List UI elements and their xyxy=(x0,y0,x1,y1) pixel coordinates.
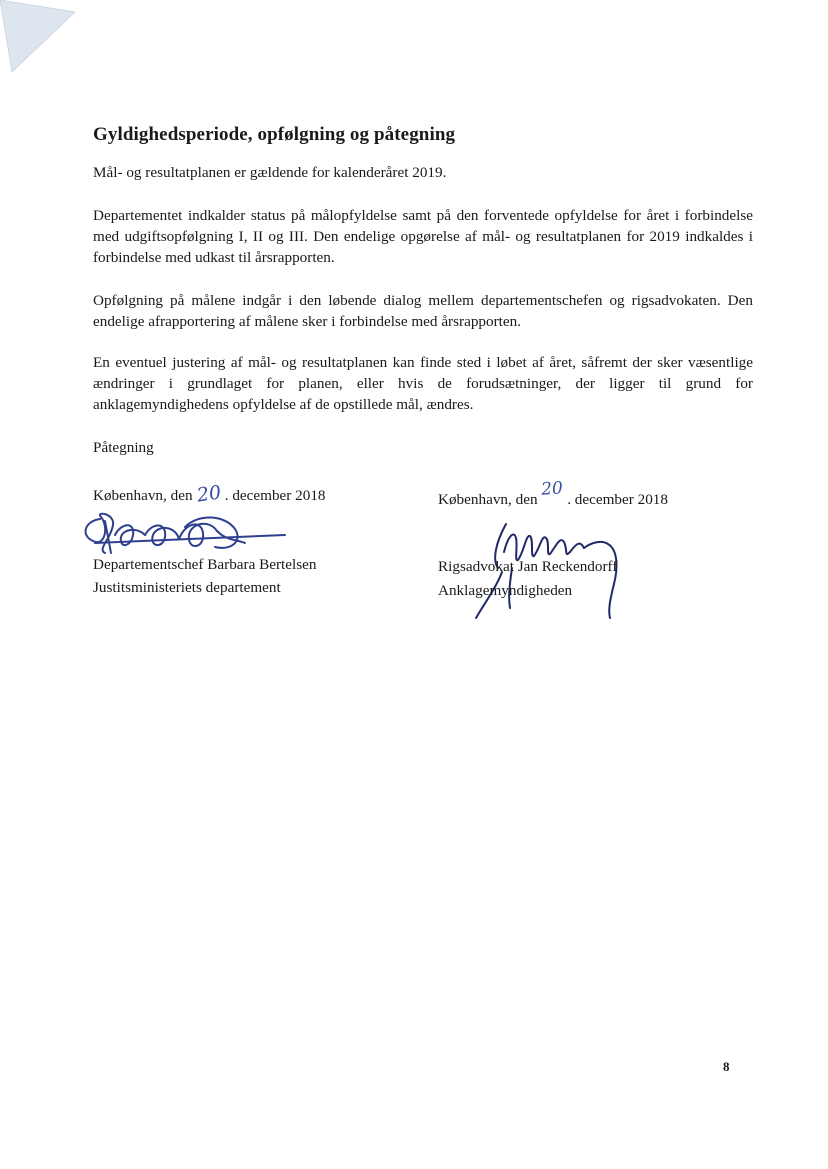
followup-paragraph: Opfølgning på målene indgår i den løbende dialog mellem departementschefen og rigsadvokaten. Den endelige afrapportering af målene sker i forbindelse med årsrapporten. xyxy=(93,292,753,330)
left-date-suffix: . december 2018 xyxy=(224,487,326,504)
right-date-line xyxy=(438,478,668,510)
right-organization: Anklagemyndigheden xyxy=(438,582,573,599)
left-name-title: Departementschef Barbara Bertelsen xyxy=(93,556,317,573)
right-date-suffix: . december 2018 xyxy=(567,491,668,508)
status-paragraph: Departementet indkalder status på målopfyldelse samt på den forventede opfyldelse for året i forbindelse med udgiftsopfølgning I, II og III. Den endelige opgørelse af mål- og resultatplanen for 2019 indkaldes i forbindelse med udkast til årsrapporten. xyxy=(93,207,753,266)
page-number: 8 xyxy=(723,1059,730,1074)
left-date-line xyxy=(93,481,326,507)
left-place: København, den xyxy=(93,487,193,504)
page-corner-fold xyxy=(0,0,80,80)
left-organization: Justitsministeriets departement xyxy=(93,579,281,596)
validity-paragraph: Mål- og resultatplanen er gældende for kalenderåret 2019. xyxy=(93,164,447,181)
left-handwritten-day: 20 xyxy=(195,481,223,507)
right-name-title: Rigsadvokat Jan Reckendorff xyxy=(438,558,618,575)
right-handwritten-day: 20 xyxy=(540,478,564,500)
endorsement-label: Påtegning xyxy=(93,439,154,456)
adjustment-paragraph: En eventuel justering af mål- og resultatplanen kan finde sted i løbet af året, såfremt der sker væsentlige ændringer i grundlaget for planen, eller hvis de forudsætninger, der ligger til grund for anklagemyndighedens opfyldelse af de opstillede mål, ændres. xyxy=(93,354,753,413)
right-place: København, den xyxy=(438,491,538,508)
section-heading: Gyldighedsperiode, opfølgning og påtegning xyxy=(93,124,456,145)
